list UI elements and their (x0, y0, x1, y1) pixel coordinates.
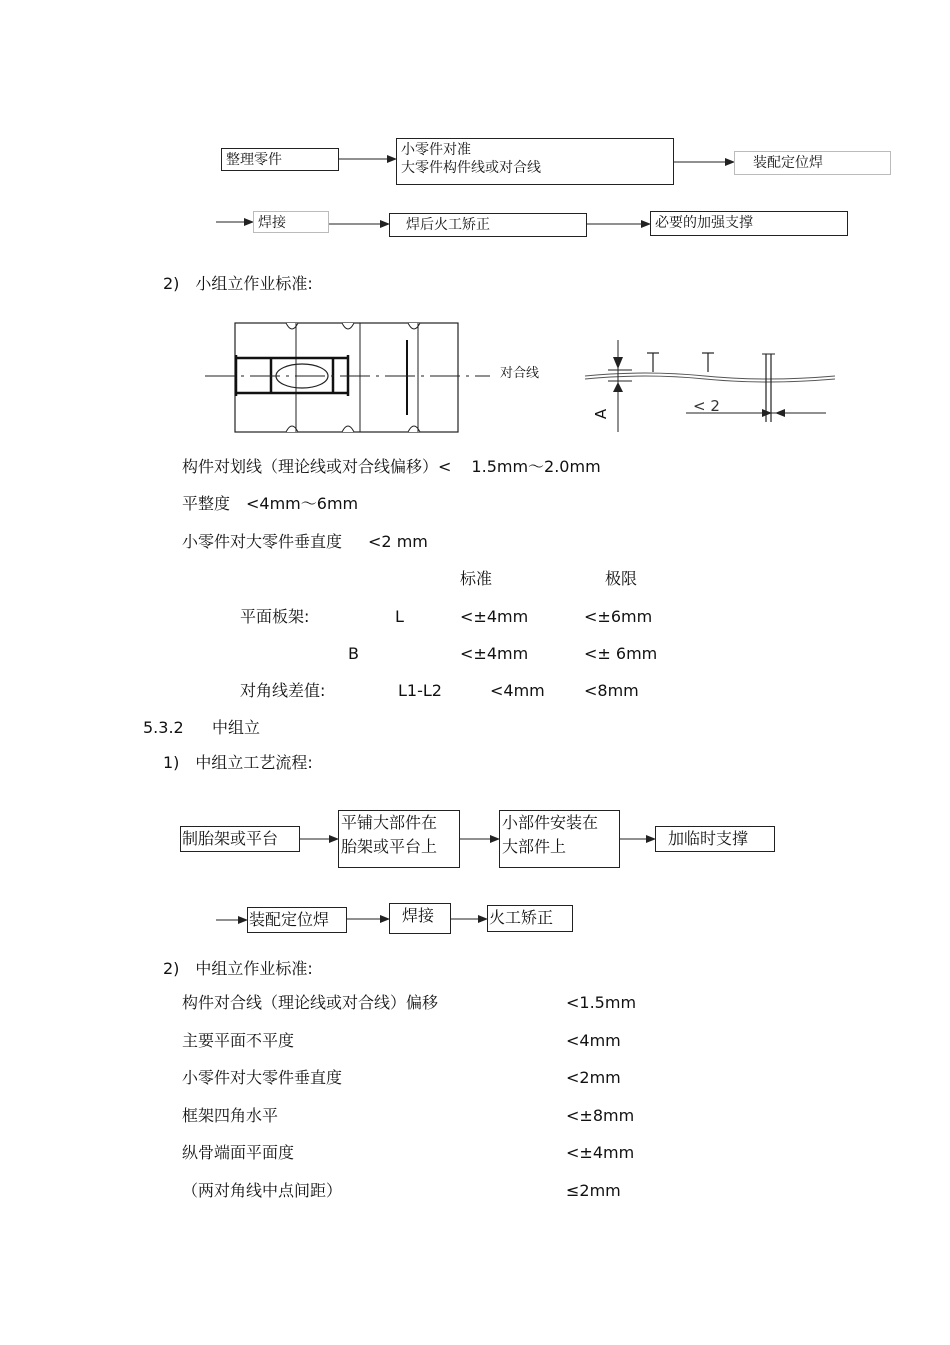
sa-table-row3-std: <4mm (490, 681, 545, 700)
sa-item-offset-label: 构件对划线（理论线或对合线偏移）< (182, 457, 452, 476)
flow1-step-flame-correct: 焊后火工矫正 (389, 213, 587, 237)
diagram-label-line: 对合线 (500, 366, 540, 381)
ms-item-2-value: <4mm (566, 1031, 621, 1050)
ms-item-4-label: 框架四角水平 (182, 1106, 279, 1125)
mid-step-install-line1: 小部件安装在 (502, 813, 599, 832)
ms-item-5-value: <±4mm (566, 1143, 635, 1162)
flow1-step-align-line2: 大零件构件线或对合线 (401, 160, 541, 176)
sa-item-perp-label: 小零件对大零件垂直度 (182, 532, 343, 551)
section-title: 中组立 (212, 718, 261, 737)
mid-step-jig: 制胎架或平台 (180, 826, 300, 852)
ms-item-1-value: <1.5mm (566, 993, 637, 1012)
flow1-step-brace: 必要的加强支撑 (650, 211, 848, 236)
sa-table-row1-lim: <±6mm (584, 607, 653, 626)
ms-item-1-label: 构件对合线（理论线或对合线）偏移 (182, 993, 439, 1012)
flow1-step-weld: 焊接 (253, 211, 329, 233)
mid-standard-heading: 2) 中组立作业标准: (163, 959, 313, 978)
sa-table-row1-name: 平面板架: (240, 607, 310, 626)
sa-table-row3-lim: <8mm (584, 681, 639, 700)
ms-item-6-label: （两对角线中点间距） (182, 1181, 343, 1200)
mid-step-temp-brace: 加临时支撑 (655, 826, 775, 852)
sa-item-flatness: 平整度 <4mm～6mm (182, 494, 359, 513)
flow1-step-sort-parts: 整理零件 (221, 148, 339, 171)
mid-step-lay-line2: 胎架或平台上 (341, 837, 438, 856)
flow1-step-tack-weld: 装配定位焊 (734, 151, 891, 175)
section-number: 5.3.2 (143, 718, 184, 737)
ms-item-4-value: <±8mm (566, 1106, 635, 1125)
ms-item-2-label: 主要平面不平度 (182, 1031, 295, 1050)
sa-table-row3-name: 对角线差值: (240, 681, 326, 700)
sa-table-row2-std: <±4mm (460, 644, 529, 663)
flow1-step-align-line1: 小零件对准 (401, 142, 471, 158)
mid-step-lay-line1: 平铺大部件在 (341, 813, 438, 832)
mid-step-lay-parts (338, 810, 460, 868)
ms-item-3-label: 小零件对大零件垂直度 (182, 1068, 343, 1087)
sa-table-row2-dim: B (348, 644, 359, 663)
sa-table-header-lim: 极限 (605, 569, 638, 588)
mid-flow-heading: 1) 中组立工艺流程: (163, 753, 313, 772)
ms-item-3-value: <2mm (566, 1068, 621, 1087)
sa-table-row1-std: <±4mm (460, 607, 529, 626)
ms-item-6-value: ≤2mm (566, 1181, 621, 1200)
ms-item-5-label: 纵骨端面平面度 (182, 1143, 295, 1162)
small-assembly-heading: 2) 小组立作业标准: (163, 274, 313, 293)
sa-item-perp-value: <2 mm (368, 532, 428, 551)
mid-step-weld: 焊接 (389, 903, 451, 934)
mid-step-install (499, 810, 620, 868)
sa-table-row2-lim: <± 6mm (584, 644, 658, 663)
sa-table-row1-dim: L (395, 607, 404, 626)
mid-step-flame-correct: 火工矫正 (487, 905, 573, 932)
mid-step-tack-weld: 装配定位焊 (247, 907, 347, 933)
sa-table-header-std: 标准 (460, 569, 493, 588)
diagram-dim-b: < 2 (693, 397, 720, 415)
sa-item-offset-value: 1.5mm～2.0mm (471, 457, 601, 476)
mid-step-install-line2: 大部件上 (502, 837, 567, 856)
sa-table-row3-dim: L1-L2 (398, 681, 442, 700)
diagram-dim-a: A (592, 408, 611, 420)
